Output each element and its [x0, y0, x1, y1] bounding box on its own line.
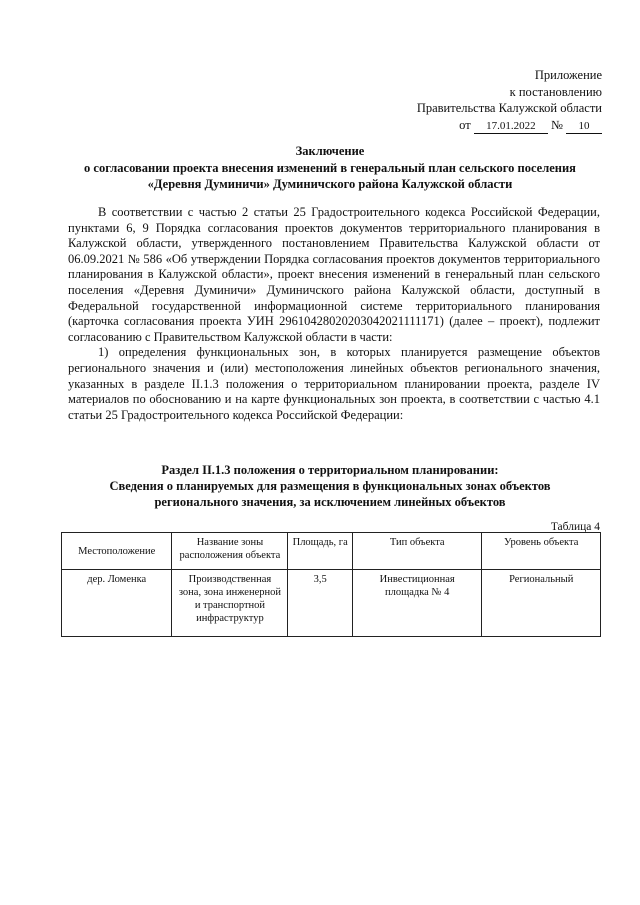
number-label: №	[550, 117, 563, 132]
appendix-header	[417, 67, 602, 134]
cell-object-level: Региональный	[482, 570, 601, 637]
document-title	[60, 143, 600, 193]
header-area: Площадь, га	[288, 533, 353, 570]
cell-location: дер. Ломенка	[62, 570, 172, 637]
body-paragraph-2: 1) определения функциональных зон, в которых планируется размещение объектов регионального значения и (или) местоположения линейных объектов регионального значения, указанных в разделе II.1.3 положения о территориальном планировании проекта, разделе IV материалов по обоснованию и на карте функциональных зон проекта, в соответствии с частью 4.1 статьи 25 Градостроительного кодекса Российской Федерации:	[68, 345, 600, 422]
section-title-line-2: Сведения о планируемых для размещения в функциональных зонах объектов	[109, 479, 551, 493]
resolution-date: 17.01.2022	[474, 119, 548, 134]
section-title-line-1: Раздел II.1.3 положения о территориальном планировании:	[161, 463, 499, 477]
appendix-date-line	[417, 117, 602, 134]
table-row	[62, 570, 601, 637]
header-zone-name: Название зоны расположения объекта	[172, 533, 288, 570]
section-title-line-3: регионального значения, за исключением линейных объектов	[154, 495, 506, 509]
body-paragraph-1: В соответствии с частью 2 статьи 25 Градостроительного кодекса Российской Федерации, пунктами 6, 9 Порядка согласования проектов документов территориального планирования в Калужской области, утвержденного постановлением Правительства Калужской области от 06.09.2021 № 586 «Об утверждении Порядка согласования проектов документов территориального планирования в Калужской области», проект внесения изменений в генеральный план сельского поселения «Деревня Думиничи» Думиничского района Калужской области, доступный в Федеральной государственной информационной системе территориального планирования (карточка согласования проекта УИН 29610428020203042021111171) (далее – проект), подлежит согласованию с Правительством Калужской области в части:	[68, 205, 600, 344]
document-body	[68, 205, 600, 423]
appendix-authority: Правительства Калужской области	[416, 101, 602, 115]
appendix-resolution-ref: к постановлению	[509, 84, 602, 99]
cell-area: 3,5	[288, 570, 353, 637]
appendix-label: Приложение	[534, 68, 602, 82]
table-header-row	[62, 533, 601, 570]
title-heading: Заключение	[295, 144, 365, 158]
resolution-number: 10	[566, 119, 602, 134]
cell-object-type: Инвестиционная площадка № 4	[353, 570, 482, 637]
table-caption: Таблица 4	[550, 521, 600, 533]
cell-zone-name: Производственная зона, зона инженерной и транспортной инфраструктур	[172, 570, 288, 637]
date-prefix: от	[459, 117, 471, 132]
header-object-type: Тип объекта	[353, 533, 482, 570]
title-subject: о согласовании проекта внесения изменений в генеральный план сельского поселения «Деревня Думиничи» Думиничского района Калужской области	[84, 160, 576, 191]
objects-table	[61, 532, 601, 637]
header-location: Местоположение	[62, 533, 172, 570]
header-object-level: Уровень объекта	[482, 533, 601, 570]
section-title	[60, 462, 600, 510]
